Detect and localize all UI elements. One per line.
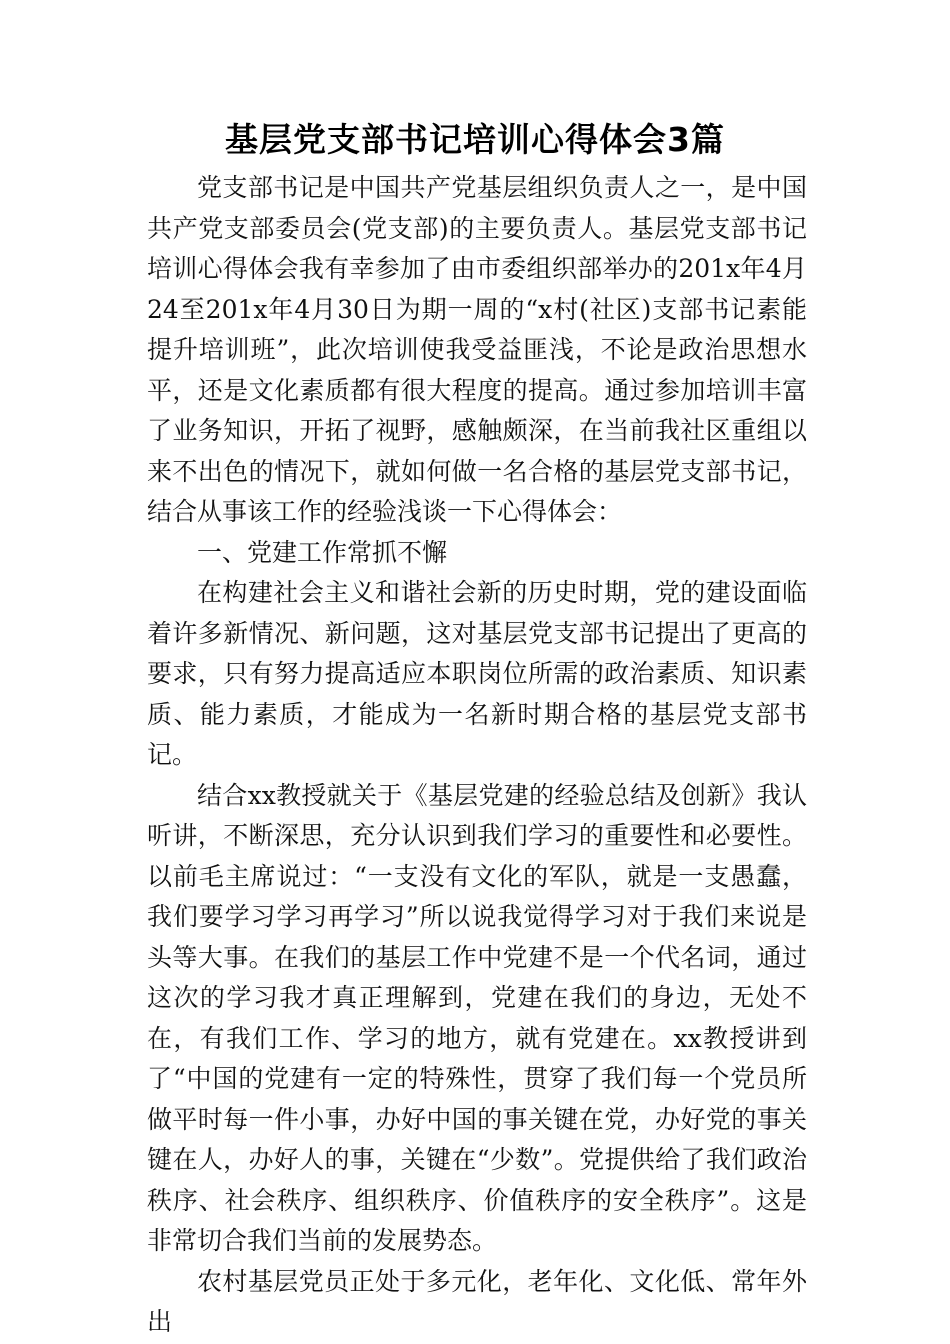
document-body [147,168,807,1343]
paragraph-learning: 结合xx教授就关于《基层党建的经验总结及创新》我认听讲，不断深思，充分认识到我们学习的重要性和必要性。以前毛主席说过：“一支没有文化的军队，就是一支愚蠢，我们要学习学习再学习”所以说我觉得学习对于我们来说是头等大事。在我们的基层工作中党建不是一个代名词，通过这次的学习我才真正理解到，党建在我们的身边，无处不在，有我们工作、学习的地方，就有党建在。xx教授讲到了“中国的党建有一定的特殊性，贯穿了我们每一个党员所做平时每一件小事，办好中国的事关键在党，办好党的事关键在人，办好人的事，关键在“少数”。党提供给了我们政治秩序、社会秩序、组织秩序、价值秩序的安全秩序”。这是非常切合我们当前的发展势态。 [147,780,807,1255]
document-title: 基层党支部书记培训心得体会3篇 [225,120,725,159]
section-heading: 一、党建工作常抓不懈 [197,537,448,567]
paragraph-rural-members: 农村基层党员正处于多元化，老年化、文化低、常年外出 [147,1266,807,1336]
paragraph-intro: 党支部书记是中国共产党基层组织负责人之一，是中国共产党支部委员会(党支部)的主要负责人。基层党支部书记培训心得体会我有幸参加了由市委组织部举办的201x年4月24至201x年4月30日为期一周的“x村(社区)支部书记素能提升培训班”，此次培训使我受益匪浅，不论是政治思想水平，还是文化素质都有很大程度的提高。通过参加培训丰富了业务知识，开拓了视野，感触颇深，在当前我社区重组以来不出色的情况下，就如何做一名合格的基层党支部书记，结合从事该工作的经验浅谈一下心得体会： [147,173,807,526]
paragraph-party-building: 在构建社会主义和谐社会新的历史时期，党的建设面临着许多新情况、新问题，这对基层党支部书记提出了更高的要求，只有努力提高适应本职岗位所需的政治素质、知识素质、能力素质，才能成为一名新时期合格的基层党支部书记。 [147,578,807,769]
